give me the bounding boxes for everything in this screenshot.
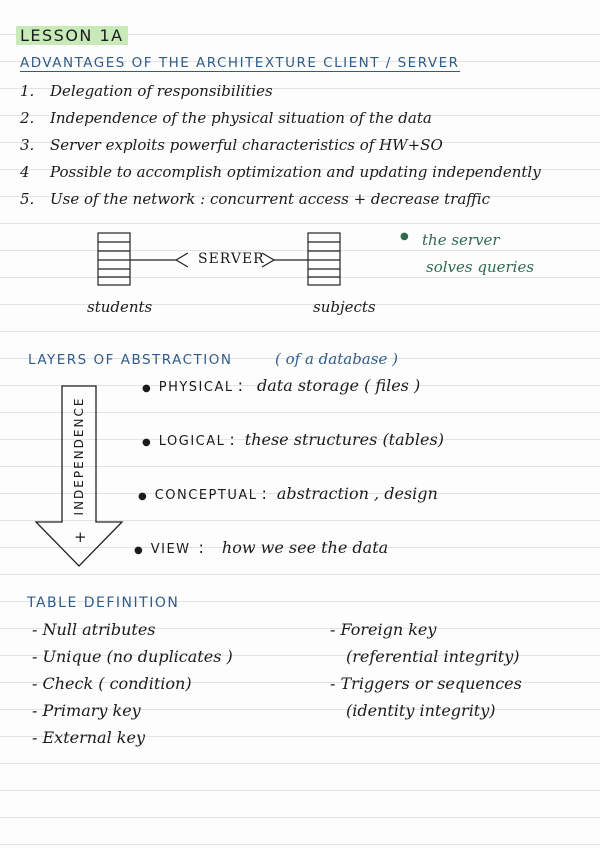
independence-label: INDEPENDENCE bbox=[72, 396, 86, 516]
advantage-number: 1. bbox=[20, 82, 35, 100]
list-item-note: (referential integrity) bbox=[346, 647, 520, 666]
list-item: - Check ( condition) bbox=[32, 674, 192, 693]
bullet-dot-icon: ● bbox=[134, 545, 143, 556]
list-item: - Triggers or sequences bbox=[330, 674, 522, 693]
layer-separator: : bbox=[237, 376, 243, 395]
layers-heading: LAYERS OF ABSTRACTION bbox=[28, 352, 233, 368]
layer-separator: : bbox=[229, 430, 235, 449]
advantages-list bbox=[20, 82, 541, 217]
advantage-item bbox=[20, 190, 541, 217]
bullet-dot-icon: ● bbox=[142, 437, 151, 448]
bullet-dot-icon: ● bbox=[142, 383, 151, 394]
list-item: - Unique (no duplicates ) bbox=[32, 647, 233, 666]
layer-desc: how we see the data bbox=[221, 538, 389, 557]
list-item-note: (identity integrity) bbox=[346, 701, 496, 720]
list-item: - Foreign key bbox=[330, 620, 437, 639]
lesson-title: LESSON 1A bbox=[16, 26, 128, 45]
advantage-text: Delegation of responsibilities bbox=[50, 82, 273, 100]
advantage-text: Use of the network : concurrent access + decrease traffic bbox=[50, 190, 491, 208]
subjects-label: subjects bbox=[313, 298, 376, 316]
server-note-line1: the server bbox=[422, 231, 500, 249]
table-definition-left-list bbox=[32, 620, 233, 755]
layer-name: VIEW bbox=[150, 542, 191, 557]
advantages-heading: ADVANTAGES OF THE ARCHITEXTURE CLIENT / SERVER bbox=[20, 55, 460, 71]
students-table-icon bbox=[98, 233, 130, 285]
layer-separator: : bbox=[198, 538, 204, 557]
table-definition-heading: TABLE DEFINITION bbox=[27, 595, 180, 611]
server-label: SERVER bbox=[198, 251, 265, 267]
advantage-item bbox=[20, 82, 541, 109]
layer-separator: : bbox=[261, 484, 267, 503]
server-note-line2: solves queries bbox=[426, 258, 535, 276]
table-definition-right-list bbox=[330, 620, 522, 728]
layer-item bbox=[138, 484, 438, 503]
advantage-item bbox=[20, 136, 541, 163]
layer-desc: abstraction , design bbox=[276, 484, 438, 503]
layer-name: CONCEPTUAL bbox=[154, 488, 258, 503]
layer-name: PHYSICAL bbox=[158, 380, 234, 395]
advantage-text: Server exploits powerful characteristics of HW+SO bbox=[50, 136, 443, 154]
advantage-number: 4 bbox=[20, 163, 30, 181]
list-item: - External key bbox=[32, 728, 145, 747]
layers-heading-note: ( of a database ) bbox=[275, 350, 398, 368]
advantage-item bbox=[20, 109, 541, 136]
layer-item bbox=[134, 538, 388, 557]
advantage-number: 3. bbox=[20, 136, 35, 154]
advantage-text: Independence of the physical situation of the data bbox=[50, 109, 432, 127]
layer-item bbox=[142, 376, 420, 395]
bullet-dot-icon: ● bbox=[138, 491, 147, 502]
arrow-plus: + bbox=[74, 528, 87, 546]
list-item: - Null atributes bbox=[32, 620, 156, 639]
subjects-table-icon bbox=[308, 233, 340, 285]
bullet-dot-icon: ● bbox=[400, 231, 409, 242]
advantage-item bbox=[20, 163, 541, 190]
layer-desc: these structures (tables) bbox=[244, 430, 444, 449]
advantage-number: 5. bbox=[20, 190, 35, 208]
students-label: students bbox=[87, 298, 153, 316]
advantage-text: Possible to accomplish optimization and updating independently bbox=[50, 163, 541, 181]
advantage-number: 2. bbox=[20, 109, 35, 127]
layer-name: LOGICAL bbox=[158, 434, 226, 449]
layer-item bbox=[142, 430, 444, 449]
layer-desc: data storage ( files ) bbox=[256, 376, 421, 395]
list-item: - Primary key bbox=[32, 701, 141, 720]
